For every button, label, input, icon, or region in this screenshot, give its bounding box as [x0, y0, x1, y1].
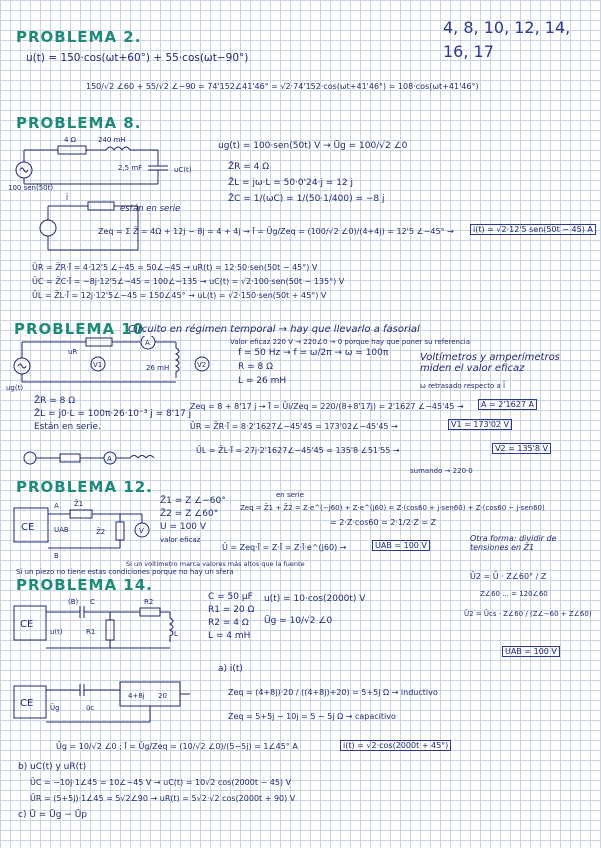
p10-zl: Z̄L = j0·L = 100π·26·10⁻³ j = 8'17 j: [34, 409, 192, 419]
svg-text:A: A: [145, 339, 150, 347]
p14-current: Ūg = 10/√2 ∠0 ; Ī = Ūg/Zeq = (10/√2 ∠0)/(5−5j) = 1∠45° A: [56, 742, 298, 751]
p14-part-b: b) uC(t) y uR(t): [18, 762, 87, 772]
p10-result-v1: V1 = 173'02 V: [448, 419, 512, 430]
svg-text:(B): (B): [68, 598, 79, 606]
p14-r2: R2 = 4 Ω: [208, 618, 249, 628]
p12-circuit-diagram: [10, 494, 160, 564]
svg-text:C: C: [90, 598, 95, 606]
p10-circuit-diagram: [6, 336, 221, 392]
p12-div-result: UAB = 100 V: [502, 646, 560, 657]
problem-12-title: PROBLEMA 12.: [16, 478, 153, 496]
p14-ur: ŪR = (5+5j)·1∠45 = 5√2∠90 → uR(t) = 5√2·√2 cos(2000t + 90) V: [30, 794, 296, 803]
p8-zeq-current: Zeq = Σ Z̄ = 4Ω + 12j − 8j = 4 + 4j → Ī = Ūg/Zeq = (100/√2 ∠0)/(4+4j) = 12'5 ∠−45° →: [98, 227, 454, 236]
svg-text:A: A: [107, 455, 112, 463]
svg-text:CE: CE: [21, 522, 35, 533]
p12-z1: Z̄1 = Z ∠−60°: [160, 496, 226, 506]
p14-zeq-2: Zeq = 5+5j − 10j = 5 − 5j Ω → capacitivo: [228, 712, 396, 721]
p10-zr: Z̄R = 8 Ω: [34, 396, 76, 406]
svg-text:ūc: ūc: [86, 704, 95, 712]
svg-text:4 Ω: 4 Ω: [64, 136, 77, 144]
svg-text:uR: uR: [68, 348, 78, 356]
p10-r: R = 8 Ω: [238, 362, 273, 372]
p12-z2: Z̄2 = Z ∠60°: [160, 509, 219, 519]
p8-uc: ŪC = Z̄C·Ī = −8j·12'5∠−45 = 100∠−135 → uC(t) = √2·100·sen(50t − 135°) V: [32, 277, 345, 286]
problem-14-title: PROBLEMA 14.: [16, 576, 153, 594]
svg-text:A: A: [54, 502, 59, 510]
svg-text:100 sen(50t): 100 sen(50t): [8, 184, 54, 192]
svg-text:240 mH: 240 mH: [98, 136, 126, 144]
p14-part-c: c) Ū = Ūg − Ūp: [18, 810, 88, 820]
p14-uc: ŪC = −10j·1∠45 = 10∠−45 V → uC(t) = 10√2 cos(2000t − 45) V: [30, 778, 292, 787]
svg-text:4+8j: 4+8j: [128, 692, 145, 700]
problem-2-title: PROBLEMA 2.: [16, 28, 142, 46]
p14-circuit-diagram: [10, 596, 190, 658]
p10-inductor: [176, 342, 179, 378]
p14-current-result: i(t) = √2·cos(2000t + 45°): [340, 740, 451, 751]
svg-text:V2: V2: [197, 361, 207, 369]
p12-result: UAB = 100 V: [372, 540, 430, 551]
p2-equation-1: u(t) = 150·cos(ωt+60°) + 55·cos(ωt−90°): [26, 52, 249, 64]
exercise-list-2: 16, 17: [443, 42, 494, 61]
p10-ul: ŪL = Z̄L·Ī = 27j·2'1627∠−45'45 = 135'8 ∠51'55 →: [196, 446, 400, 455]
exercise-list: 4, 8, 10, 12, 14,: [443, 18, 571, 37]
p12-series: en serie: [276, 491, 305, 499]
svg-text:B: B: [54, 552, 59, 560]
p12-note-1: Si un voltímetro marca valores más altos que la fuente: [126, 560, 305, 568]
p8-zeq-box: [88, 202, 114, 210]
p10-meters-note: Voltímetros y amperímetros miden el valor eficaz: [420, 352, 560, 374]
svg-text:CE: CE: [20, 619, 34, 630]
svg-text:ug(t): ug(t): [6, 384, 24, 392]
svg-text:26 mH: 26 mH: [146, 364, 170, 372]
svg-text:Ūg: Ūg: [50, 704, 60, 712]
svg-text:R1: R1: [86, 628, 96, 636]
p10-lag-note: ω retrasado respecto a Ī: [420, 382, 506, 390]
p8-resistor: [58, 146, 86, 154]
p10-result-v2: V2 = 135'8 V: [492, 443, 551, 454]
svg-text:CE: CE: [20, 698, 34, 709]
p10-result-a: A = 2'1627 A: [478, 399, 537, 410]
p14-l: L = 4 mH: [208, 631, 251, 641]
p12-rms: valor eficaz: [160, 536, 201, 544]
problem-10-title: PROBLEMA 10: [14, 320, 145, 338]
p14-equivalent-circuit: [10, 674, 225, 734]
svg-text:uC(t): uC(t): [174, 166, 192, 174]
p10-l: L = 26 mH: [238, 376, 287, 386]
svg-text:V1: V1: [93, 361, 103, 369]
p12-zeq: Zeq = Z̄1 + Z̄2 = Z·e^(−j60) + Z·e^(j60) = Z·(cos60 + j·sen60) + Z·(cos60 − j·sen60): [240, 504, 545, 512]
p8-circuit-diagram: [8, 132, 208, 262]
p14-capacitor: C = 50 μF: [208, 592, 253, 602]
p14-phasor: Ūg = 10/√2 ∠0: [264, 616, 333, 626]
p14-part-a: a) i(t): [218, 664, 243, 674]
p8-result-current: i(t) = √2·12'5 sen(50t − 45) A: [470, 224, 596, 235]
p10-rms-note: Valor eficaz 220 V → 220∠0 → 0 porque hay que poner su referencia: [230, 338, 471, 346]
p8-zl: Z̄L = jω·L = 50·0'24·j = 12 j: [228, 178, 354, 188]
p12-zeq-2: = 2·Z·cos60 = 2·1/2·Z = Z: [330, 518, 437, 527]
p10-zeq: Zeq = 8 + 8'17 j → Ī = Ūi/Zeq = 220/(8+8'17j) = 2'1627 ∠−45'45 →: [190, 402, 464, 411]
p14-zeq-1: Zeq = (4+8j)·20 / ((4+8j)+20) = 5+5j Ω → inductivo: [228, 688, 438, 697]
p14-r1: R1 = 20 Ω: [208, 605, 255, 615]
svg-text:Z̄1: Z̄1: [74, 500, 84, 508]
p2-equation-2: 150/√2 ∠60 + 55/√2 ∠−90 = 74'152∠41'46° = √2·74'152·cos(ωt+41'46°) = 108·cos(ωt+41'46°): [86, 82, 479, 91]
p10-series-diagram: [10, 440, 180, 470]
svg-text:L: L: [174, 630, 178, 638]
p8-zr: Z̄R = 4 Ω: [228, 162, 270, 172]
p12-div-2: Z∠60 ... = 120∠60: [480, 590, 548, 598]
p12-div-3: Ū2 = Ūcs · Z∠60 / (Z∠−60 + Z∠60): [464, 610, 592, 618]
svg-text:R2: R2: [144, 598, 154, 606]
svg-text:Z̄2: Z̄2: [96, 528, 106, 536]
p12-alt-method: Otra forma: dividir de tensiones en Z̄1: [470, 534, 557, 552]
svg-text:20: 20: [158, 692, 167, 700]
p8-source-line: ug(t) = 100·sen(50t) V → Ūg = 100/√2 ∠0: [218, 141, 408, 151]
p12-u: U = 100 V: [160, 522, 207, 532]
problem-8-title: PROBLEMA 8.: [16, 114, 142, 132]
p8-zc: Z̄C = 1/(ωC) = 1/(50·1/400) = −8 j: [228, 194, 385, 204]
svg-text:2,5 mF: 2,5 mF: [118, 164, 143, 172]
p8-inductor: [86, 147, 148, 150]
p8-ul: ŪL = Z̄L·Ī = 12j·12'5∠−45 = 150∠45° → uL(t) = √2·150·sen(50t + 45°) V: [32, 291, 327, 300]
p8-phasor-source: [40, 220, 56, 236]
p12-note-2: Si un piezo no tiene estas condiciones porque no hay un sfera: [16, 568, 234, 576]
p10-ur: ŪR = Z̄R·Ī = 8·2'1627∠−45'45 = 173'02∠−45'45 →: [190, 422, 398, 431]
svg-text:u(t): u(t): [50, 628, 63, 636]
svg-text:Ī: Ī: [66, 194, 69, 202]
p8-ur: ŪR = Z̄R·Ī = 4·12'5 ∠−45 = 50∠−45 → uR(t) = 12·50·sen(50t − 45°) V: [32, 263, 318, 272]
p10-check: sumando → 220·0: [410, 467, 473, 475]
p10-frequency: f = 50 Hz → f = ω/2π → ω = 100π: [238, 348, 389, 358]
p8-series-note: están en serie: [120, 204, 181, 214]
svg-text:V: V: [139, 527, 144, 535]
p14-source: u(t) = 10·cos(2000t) V: [264, 594, 366, 604]
p12-u-eq: Ū = Zeq·Ī = Z·Ī = Z·Ī·e^(j60) →: [222, 543, 347, 552]
svg-text:UAB: UAB: [54, 526, 69, 534]
p10-series: Están en serie.: [34, 422, 101, 432]
p10-temporal-note: Circuito en régimen temporal → hay que llevarlo a fasorial: [128, 324, 420, 335]
p12-div-1: Ū2 = Ū · Z∠60° / Z: [470, 572, 547, 581]
